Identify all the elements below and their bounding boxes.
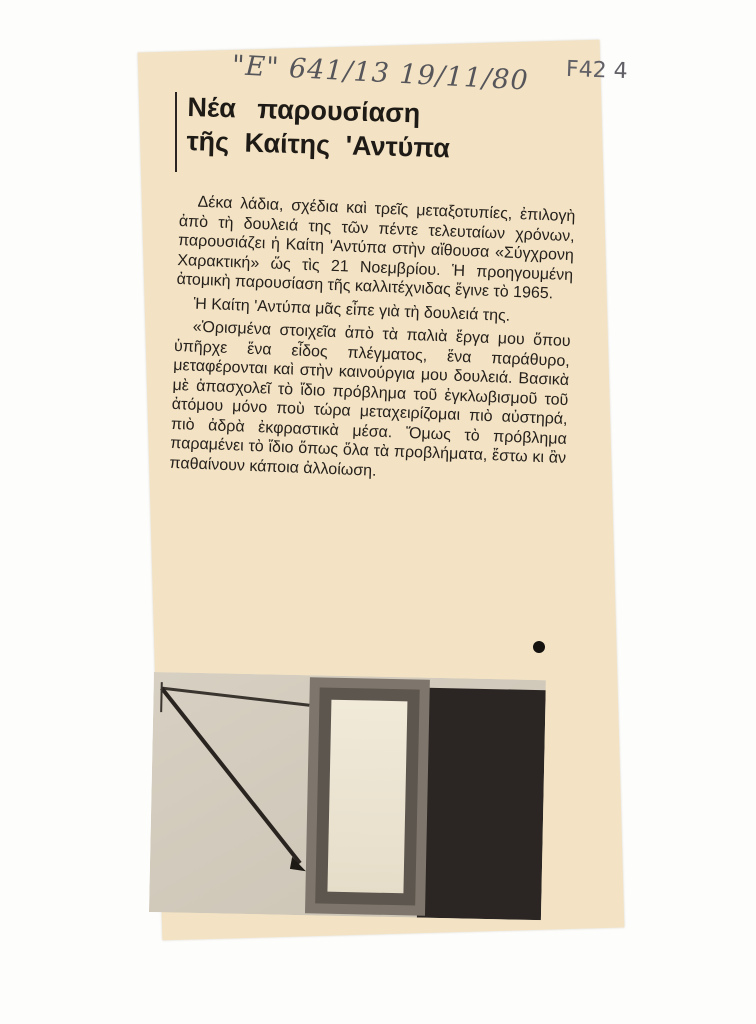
window-opening <box>327 700 407 894</box>
end-bullet <box>533 641 545 653</box>
headline-line-1: Νέα παρουσίαση <box>187 91 421 129</box>
handwritten-reference: "E" 641/13 19/11/80 <box>231 50 530 97</box>
headline-line-2: τῆς Καίτης 'Αντύπα <box>186 125 451 164</box>
paragraph-intro: Δέκα λάδια, σχέδια καὶ τρεῖς μεταξοτυπίες, ἐπιλογὴ ἀπὸ τὴ δουλειά της τῶν πέντε τελευταίων χρόνων, παρουσιάζει ἡ Καίτη 'Αντύπα στὴν αἴθουσα «Σύγχρονη Χαρακτική» ὥς τὶς 21 Νοεμβρίου. Ἡ προηγουμένη ἀτομικὴ παρουσίαση τῆς καλλιτέχνιδας ἔγινε τὸ 1965. <box>176 193 576 303</box>
article-body <box>169 192 576 492</box>
artwork-illustration <box>149 672 546 920</box>
headline-rule <box>175 92 177 172</box>
dark-panel <box>417 688 546 921</box>
pole-joint <box>161 682 162 712</box>
article-headline <box>186 90 518 167</box>
artwork-photo <box>149 672 546 920</box>
paragraph-lead-in: Ἡ Καίτη 'Αντύπα μᾶς εἶπε γιὰ τὴ δουλειά της. <box>193 295 511 325</box>
handwritten-tag: F42 4 <box>565 56 629 85</box>
paragraph-quote: «Ὁρισμένα στοιχεῖα ἀπὸ τὰ παλιὰ ἔργα μου ὅπου ὑπῆρχε ἕνα εἶδος πλέγματος, ἕνα παράθυρο, μεταφέρονται καὶ στὴν καινούργια μου δουλειά. Βασικὰ μὲ ἀπασχολεῖ τὸ ἴδιο πρόβλημα τοῦ ἐγκλωβισμοῦ τοῦ ἀτόμου μόνο ποὺ τώρα μεταχειρίζομαι πιὸ αὐστηρά, πιὸ ἀδρὰ ἐκφραστικὰ μέσα. Ὅμως τὸ πρόβλημα παραμένει τὸ ἴδιο ὅπως ὅλα τὰ προβλήματα, ἔστω κι ἂν παθαίνουν κάποια ἀλλοίωση. <box>169 318 571 480</box>
